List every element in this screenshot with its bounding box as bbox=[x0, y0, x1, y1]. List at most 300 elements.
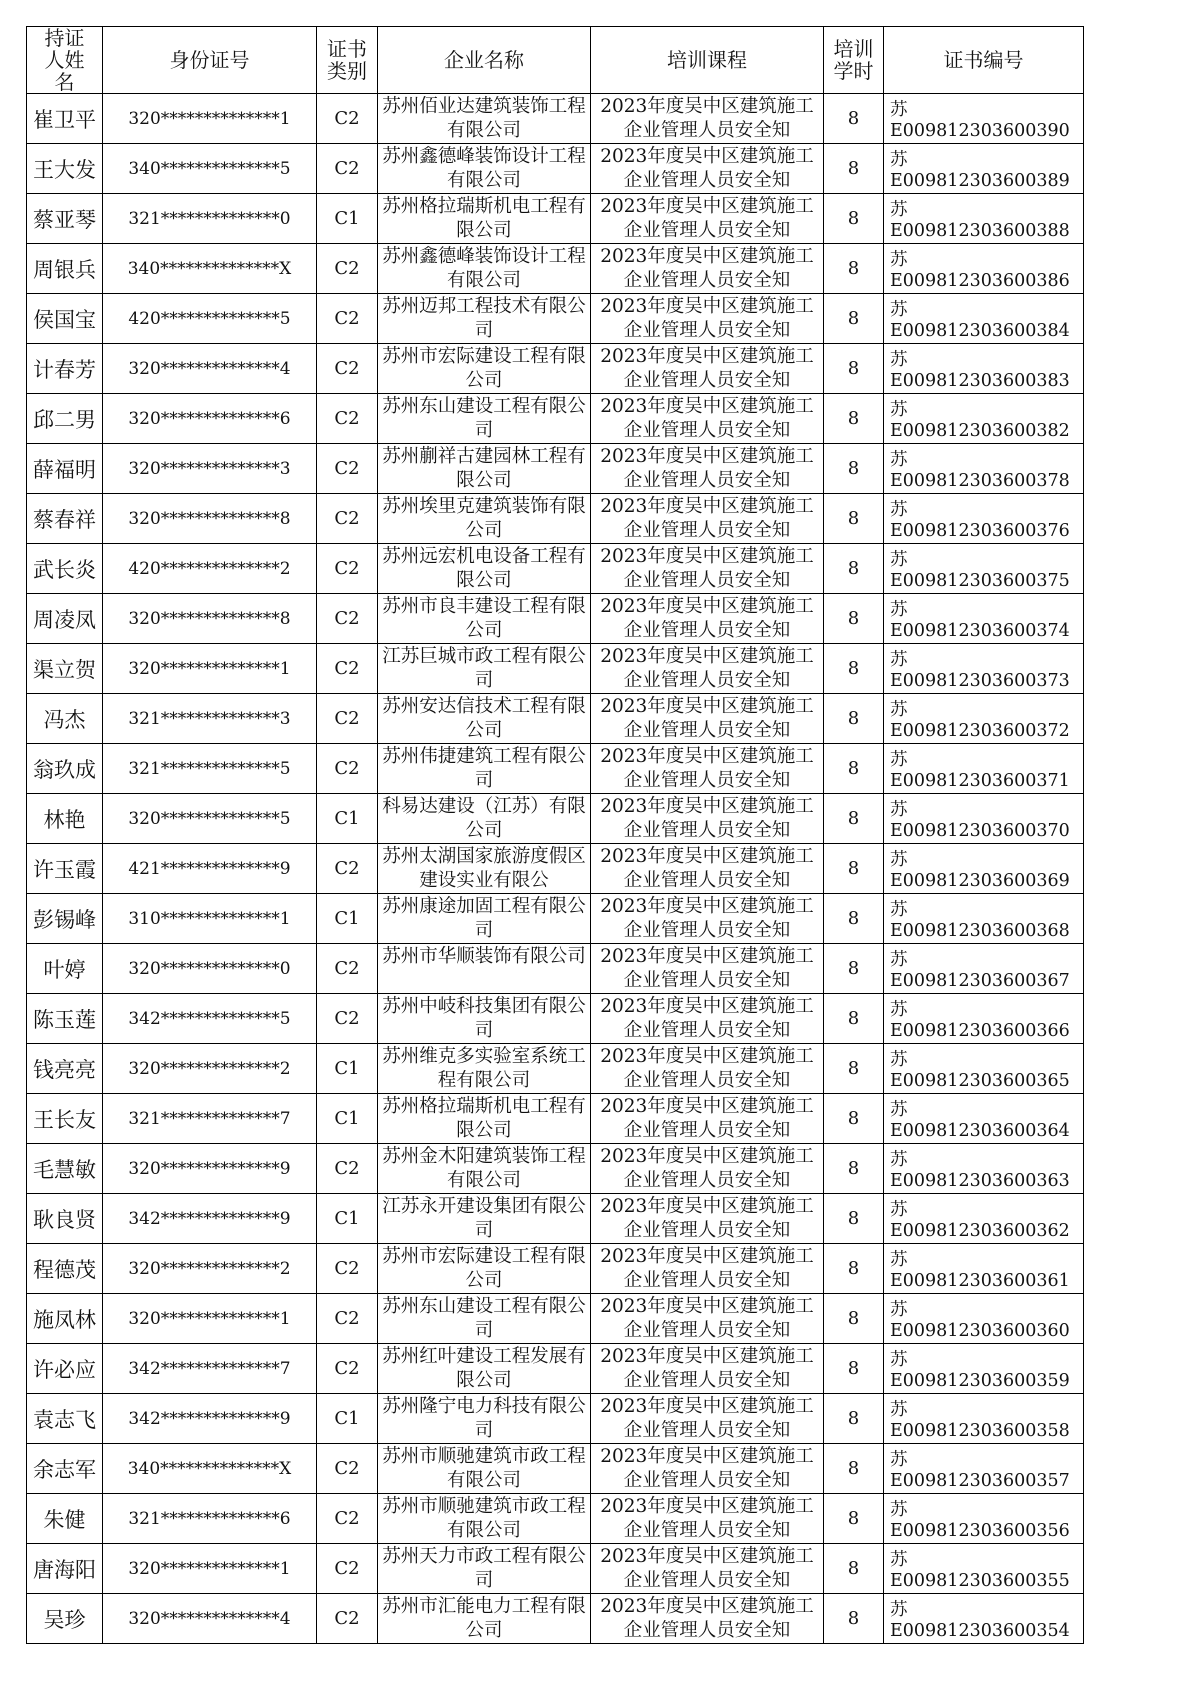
cert-category: C2 bbox=[317, 694, 378, 744]
id-number: 310**************1 bbox=[103, 894, 317, 944]
table-row bbox=[27, 294, 1084, 344]
holder-name: 蔡春祥 bbox=[27, 494, 103, 544]
company-name: 苏州中岐科技集团有限公司 bbox=[382, 996, 586, 1041]
table-row bbox=[27, 1444, 1084, 1494]
training-course: 2023年度吴中区建筑施工企业管理人员安全知 bbox=[600, 546, 814, 591]
training-hours: 8 bbox=[824, 144, 884, 194]
training-course-cell bbox=[591, 294, 824, 344]
header-id: 身份证号 bbox=[103, 27, 317, 94]
company-name: 苏州天力市政工程有限公司 bbox=[382, 1546, 586, 1591]
table-row bbox=[27, 544, 1084, 594]
company-name: 苏州市宏际建设工程有限公司 bbox=[382, 1246, 586, 1291]
cert-category: C2 bbox=[317, 1344, 378, 1394]
table-row bbox=[27, 1394, 1084, 1444]
training-course-cell bbox=[591, 194, 824, 244]
training-course-cell bbox=[591, 94, 824, 144]
training-hours: 8 bbox=[824, 494, 884, 544]
id-number: 342**************7 bbox=[103, 1344, 317, 1394]
training-course-cell bbox=[591, 1094, 824, 1144]
cert-category: C2 bbox=[317, 94, 378, 144]
table-row bbox=[27, 1294, 1084, 1344]
table-row bbox=[27, 994, 1084, 1044]
id-number: 340**************X bbox=[103, 1444, 317, 1494]
company-name: 苏州康途加固工程有限公司 bbox=[382, 896, 586, 941]
company-name-cell bbox=[378, 1394, 591, 1444]
training-course: 2023年度吴中区建筑施工企业管理人员安全知 bbox=[600, 96, 814, 141]
training-hours: 8 bbox=[824, 1094, 884, 1144]
cert-category: C1 bbox=[317, 1194, 378, 1244]
cert-number: 苏E009812303600369 bbox=[884, 844, 1084, 894]
cert-category: C1 bbox=[317, 1394, 378, 1444]
company-name: 苏州蒯祥古建园林工程有限公司 bbox=[382, 446, 586, 491]
cert-category: C2 bbox=[317, 644, 378, 694]
cert-number: 苏E009812303600359 bbox=[884, 1344, 1084, 1394]
table-row bbox=[27, 94, 1084, 144]
training-course: 2023年度吴中区建筑施工企业管理人员安全知 bbox=[600, 1096, 814, 1141]
training-course: 2023年度吴中区建筑施工企业管理人员安全知 bbox=[600, 196, 814, 241]
holder-name: 陈玉莲 bbox=[27, 994, 103, 1044]
header-cert-no: 证书编号 bbox=[884, 27, 1084, 94]
company-name: 苏州格拉瑞斯机电工程有限公司 bbox=[382, 196, 586, 241]
training-hours: 8 bbox=[824, 844, 884, 894]
cert-category: C2 bbox=[317, 1294, 378, 1344]
training-course-cell bbox=[591, 1344, 824, 1394]
training-hours: 8 bbox=[824, 1394, 884, 1444]
training-course-cell bbox=[591, 494, 824, 544]
company-name-cell bbox=[378, 394, 591, 444]
cert-number: 苏E009812303600372 bbox=[884, 694, 1084, 744]
cert-category: C2 bbox=[317, 494, 378, 544]
training-course-cell bbox=[591, 544, 824, 594]
table-row bbox=[27, 1544, 1084, 1594]
company-name: 苏州东山建设工程有限公司 bbox=[382, 1296, 586, 1341]
company-name: 苏州市宏际建设工程有限公司 bbox=[382, 346, 586, 391]
cert-category: C2 bbox=[317, 594, 378, 644]
cert-number: 苏E009812303600354 bbox=[884, 1594, 1084, 1644]
id-number: 320**************1 bbox=[103, 1544, 317, 1594]
company-name: 苏州太湖国家旅游度假区建设实业有限公 bbox=[382, 846, 586, 891]
company-name-cell bbox=[378, 244, 591, 294]
id-number: 320**************8 bbox=[103, 594, 317, 644]
cert-number: 苏E009812303600382 bbox=[884, 394, 1084, 444]
company-name-cell bbox=[378, 644, 591, 694]
certificate-table bbox=[26, 26, 1084, 1644]
holder-name: 薛福明 bbox=[27, 444, 103, 494]
training-course: 2023年度吴中区建筑施工企业管理人员安全知 bbox=[600, 496, 814, 541]
id-number: 320**************1 bbox=[103, 644, 317, 694]
training-hours: 8 bbox=[824, 594, 884, 644]
training-course-cell bbox=[591, 1544, 824, 1594]
training-hours: 8 bbox=[824, 1144, 884, 1194]
table-row bbox=[27, 744, 1084, 794]
holder-name: 计春芳 bbox=[27, 344, 103, 394]
company-name: 苏州市顺驰建筑市政工程有限公司 bbox=[382, 1496, 586, 1541]
cert-number: 苏E009812303600361 bbox=[884, 1244, 1084, 1294]
cert-category: C2 bbox=[317, 1244, 378, 1294]
training-hours: 8 bbox=[824, 544, 884, 594]
table-row bbox=[27, 494, 1084, 544]
cert-category: C2 bbox=[317, 444, 378, 494]
cert-category: C1 bbox=[317, 894, 378, 944]
training-hours: 8 bbox=[824, 444, 884, 494]
cert-category: C2 bbox=[317, 544, 378, 594]
cert-number: 苏E009812303600388 bbox=[884, 194, 1084, 244]
training-hours: 8 bbox=[824, 1294, 884, 1344]
holder-name: 林艳 bbox=[27, 794, 103, 844]
table-row bbox=[27, 1494, 1084, 1544]
training-course: 2023年度吴中区建筑施工企业管理人员安全知 bbox=[600, 296, 814, 341]
id-number: 320**************0 bbox=[103, 944, 317, 994]
training-course-cell bbox=[591, 1594, 824, 1644]
training-hours: 8 bbox=[824, 1344, 884, 1394]
cert-category: C2 bbox=[317, 294, 378, 344]
company-name: 苏州东山建设工程有限公司 bbox=[382, 396, 586, 441]
company-name-cell bbox=[378, 1094, 591, 1144]
company-name-cell bbox=[378, 294, 591, 344]
company-name-cell bbox=[378, 1294, 591, 1344]
table-row bbox=[27, 1044, 1084, 1094]
cert-number: 苏E009812303600355 bbox=[884, 1544, 1084, 1594]
training-hours: 8 bbox=[824, 1544, 884, 1594]
training-course: 2023年度吴中区建筑施工企业管理人员安全知 bbox=[600, 596, 814, 641]
holder-name: 翁玖成 bbox=[27, 744, 103, 794]
training-hours: 8 bbox=[824, 1444, 884, 1494]
company-name-cell bbox=[378, 1444, 591, 1494]
table-row bbox=[27, 894, 1084, 944]
training-course: 2023年度吴中区建筑施工企业管理人员安全知 bbox=[600, 1196, 814, 1241]
training-course-cell bbox=[591, 1044, 824, 1094]
company-name: 苏州市华顺装饰有限公司 bbox=[382, 946, 586, 967]
company-name-cell bbox=[378, 894, 591, 944]
cert-category: C1 bbox=[317, 794, 378, 844]
training-course-cell bbox=[591, 694, 824, 744]
company-name: 苏州远宏机电设备工程有限公司 bbox=[382, 546, 586, 591]
company-name: 苏州维克多实验室系统工程有限公司 bbox=[382, 1046, 586, 1091]
training-course: 2023年度吴中区建筑施工企业管理人员安全知 bbox=[600, 1046, 814, 1091]
cert-number: 苏E009812303600368 bbox=[884, 894, 1084, 944]
id-number: 340**************X bbox=[103, 244, 317, 294]
holder-name: 叶婷 bbox=[27, 944, 103, 994]
training-course: 2023年度吴中区建筑施工企业管理人员安全知 bbox=[600, 146, 814, 191]
cert-number: 苏E009812303600384 bbox=[884, 294, 1084, 344]
table-row bbox=[27, 1344, 1084, 1394]
header-hours: 培训学时 bbox=[824, 27, 884, 94]
company-name: 苏州金木阳建筑装饰工程有限公司 bbox=[382, 1146, 586, 1191]
table-row bbox=[27, 1144, 1084, 1194]
table-row bbox=[27, 1194, 1084, 1244]
training-course-cell bbox=[591, 244, 824, 294]
holder-name: 毛慧敏 bbox=[27, 1144, 103, 1194]
id-number: 320**************4 bbox=[103, 1594, 317, 1644]
training-course-cell bbox=[591, 1194, 824, 1244]
company-name: 苏州埃里克建筑装饰有限公司 bbox=[382, 496, 586, 541]
training-course-cell bbox=[591, 944, 824, 994]
training-course: 2023年度吴中区建筑施工企业管理人员安全知 bbox=[600, 1596, 814, 1641]
training-course: 2023年度吴中区建筑施工企业管理人员安全知 bbox=[600, 1346, 814, 1391]
company-name-cell bbox=[378, 1144, 591, 1194]
company-name: 苏州市顺驰建筑市政工程有限公司 bbox=[382, 1446, 586, 1491]
cert-category: C2 bbox=[317, 1144, 378, 1194]
holder-name: 崔卫平 bbox=[27, 94, 103, 144]
training-course: 2023年度吴中区建筑施工企业管理人员安全知 bbox=[600, 796, 814, 841]
company-name-cell bbox=[378, 444, 591, 494]
training-course: 2023年度吴中区建筑施工企业管理人员安全知 bbox=[600, 1396, 814, 1441]
training-course-cell bbox=[591, 1444, 824, 1494]
cert-category: C2 bbox=[317, 994, 378, 1044]
holder-name: 钱亮亮 bbox=[27, 1044, 103, 1094]
cert-number: 苏E009812303600363 bbox=[884, 1144, 1084, 1194]
training-course-cell bbox=[591, 344, 824, 394]
holder-name: 周凌凤 bbox=[27, 594, 103, 644]
company-name-cell bbox=[378, 944, 591, 994]
training-course: 2023年度吴中区建筑施工企业管理人员安全知 bbox=[600, 996, 814, 1041]
holder-name: 程德茂 bbox=[27, 1244, 103, 1294]
id-number: 320**************4 bbox=[103, 344, 317, 394]
holder-name: 周银兵 bbox=[27, 244, 103, 294]
holder-name: 朱健 bbox=[27, 1494, 103, 1544]
training-course-cell bbox=[591, 594, 824, 644]
id-number: 320**************1 bbox=[103, 94, 317, 144]
training-hours: 8 bbox=[824, 894, 884, 944]
cert-number: 苏E009812303600357 bbox=[884, 1444, 1084, 1494]
cert-category: C1 bbox=[317, 1044, 378, 1094]
cert-number: 苏E009812303600358 bbox=[884, 1394, 1084, 1444]
table-body bbox=[27, 94, 1084, 1644]
training-course-cell bbox=[591, 144, 824, 194]
company-name: 江苏永开建设集团有限公司 bbox=[382, 1196, 586, 1241]
id-number: 320**************6 bbox=[103, 394, 317, 444]
training-course: 2023年度吴中区建筑施工企业管理人员安全知 bbox=[600, 946, 814, 991]
cert-category: C2 bbox=[317, 1594, 378, 1644]
id-number: 340**************5 bbox=[103, 144, 317, 194]
company-name: 苏州迈邦工程技术有限公司 bbox=[382, 296, 586, 341]
holder-name: 许必应 bbox=[27, 1344, 103, 1394]
company-name-cell bbox=[378, 94, 591, 144]
table-row bbox=[27, 194, 1084, 244]
holder-name: 王大发 bbox=[27, 144, 103, 194]
holder-name: 王长友 bbox=[27, 1094, 103, 1144]
holder-name: 冯杰 bbox=[27, 694, 103, 744]
cert-number: 苏E009812303600362 bbox=[884, 1194, 1084, 1244]
training-course-cell bbox=[591, 994, 824, 1044]
cert-number: 苏E009812303600383 bbox=[884, 344, 1084, 394]
company-name-cell bbox=[378, 744, 591, 794]
cert-number: 苏E009812303600378 bbox=[884, 444, 1084, 494]
training-course-cell bbox=[591, 1144, 824, 1194]
company-name-cell bbox=[378, 1194, 591, 1244]
company-name-cell bbox=[378, 844, 591, 894]
id-number: 321**************7 bbox=[103, 1094, 317, 1144]
cert-number: 苏E009812303600386 bbox=[884, 244, 1084, 294]
training-course: 2023年度吴中区建筑施工企业管理人员安全知 bbox=[600, 1446, 814, 1491]
company-name: 苏州隆宁电力科技有限公司 bbox=[382, 1396, 586, 1441]
company-name-cell bbox=[378, 1244, 591, 1294]
id-number: 320**************2 bbox=[103, 1244, 317, 1294]
header-category: 证书类别 bbox=[317, 27, 378, 94]
training-hours: 8 bbox=[824, 744, 884, 794]
table-row bbox=[27, 694, 1084, 744]
training-hours: 8 bbox=[824, 1594, 884, 1644]
holder-name: 袁志飞 bbox=[27, 1394, 103, 1444]
training-course: 2023年度吴中区建筑施工企业管理人员安全知 bbox=[600, 646, 814, 691]
company-name-cell bbox=[378, 1544, 591, 1594]
training-hours: 8 bbox=[824, 394, 884, 444]
holder-name: 唐海阳 bbox=[27, 1544, 103, 1594]
table-row bbox=[27, 794, 1084, 844]
training-hours: 8 bbox=[824, 944, 884, 994]
holder-name: 吴珍 bbox=[27, 1594, 103, 1644]
company-name-cell bbox=[378, 344, 591, 394]
table-row bbox=[27, 1244, 1084, 1294]
cert-number: 苏E009812303600366 bbox=[884, 994, 1084, 1044]
id-number: 320**************3 bbox=[103, 444, 317, 494]
id-number: 321**************0 bbox=[103, 194, 317, 244]
id-number: 320**************8 bbox=[103, 494, 317, 544]
training-hours: 8 bbox=[824, 794, 884, 844]
holder-name: 许玉霞 bbox=[27, 844, 103, 894]
training-hours: 8 bbox=[824, 994, 884, 1044]
id-number: 420**************5 bbox=[103, 294, 317, 344]
training-course: 2023年度吴中区建筑施工企业管理人员安全知 bbox=[600, 1246, 814, 1291]
cert-number: 苏E009812303600389 bbox=[884, 144, 1084, 194]
training-course: 2023年度吴中区建筑施工企业管理人员安全知 bbox=[600, 396, 814, 441]
company-name: 苏州安达信技术工程有限公司 bbox=[382, 696, 586, 741]
training-hours: 8 bbox=[824, 244, 884, 294]
training-hours: 8 bbox=[824, 1194, 884, 1244]
table-row bbox=[27, 644, 1084, 694]
company-name: 苏州鑫德峰装饰设计工程有限公司 bbox=[382, 146, 586, 191]
training-course: 2023年度吴中区建筑施工企业管理人员安全知 bbox=[600, 696, 814, 741]
cert-category: C2 bbox=[317, 744, 378, 794]
training-course: 2023年度吴中区建筑施工企业管理人员安全知 bbox=[600, 1546, 814, 1591]
company-name-cell bbox=[378, 694, 591, 744]
table-row bbox=[27, 594, 1084, 644]
cert-category: C2 bbox=[317, 944, 378, 994]
training-hours: 8 bbox=[824, 694, 884, 744]
training-course: 2023年度吴中区建筑施工企业管理人员安全知 bbox=[600, 746, 814, 791]
cert-category: C2 bbox=[317, 1444, 378, 1494]
company-name: 苏州伟捷建筑工程有限公司 bbox=[382, 746, 586, 791]
id-number: 320**************5 bbox=[103, 794, 317, 844]
holder-name: 蔡亚琴 bbox=[27, 194, 103, 244]
training-hours: 8 bbox=[824, 1044, 884, 1094]
cert-number: 苏E009812303600364 bbox=[884, 1094, 1084, 1144]
holder-name: 施凤林 bbox=[27, 1294, 103, 1344]
training-course-cell bbox=[591, 844, 824, 894]
training-hours: 8 bbox=[824, 94, 884, 144]
table-row bbox=[27, 1094, 1084, 1144]
holder-name: 渠立贺 bbox=[27, 644, 103, 694]
training-course-cell bbox=[591, 1244, 824, 1294]
training-course-cell bbox=[591, 744, 824, 794]
table-row bbox=[27, 244, 1084, 294]
training-hours: 8 bbox=[824, 344, 884, 394]
training-course-cell bbox=[591, 444, 824, 494]
id-number: 421**************9 bbox=[103, 844, 317, 894]
company-name-cell bbox=[378, 194, 591, 244]
company-name-cell bbox=[378, 144, 591, 194]
id-number: 420**************2 bbox=[103, 544, 317, 594]
company-name: 苏州鑫德峰装饰设计工程有限公司 bbox=[382, 246, 586, 291]
training-course: 2023年度吴中区建筑施工企业管理人员安全知 bbox=[600, 346, 814, 391]
holder-name: 武长炎 bbox=[27, 544, 103, 594]
company-name: 江苏巨城市政工程有限公司 bbox=[382, 646, 586, 691]
table-row bbox=[27, 944, 1084, 994]
cert-number: 苏E009812303600373 bbox=[884, 644, 1084, 694]
training-course: 2023年度吴中区建筑施工企业管理人员安全知 bbox=[600, 446, 814, 491]
header-company: 企业名称 bbox=[378, 27, 591, 94]
company-name: 苏州市良丰建设工程有限公司 bbox=[382, 596, 586, 641]
cert-number: 苏E009812303600367 bbox=[884, 944, 1084, 994]
company-name: 苏州佰业达建筑装饰工程有限公司 bbox=[382, 96, 586, 141]
cert-category: C2 bbox=[317, 344, 378, 394]
training-hours: 8 bbox=[824, 194, 884, 244]
cert-category: C2 bbox=[317, 1494, 378, 1544]
training-course-cell bbox=[591, 1394, 824, 1444]
company-name-cell bbox=[378, 1494, 591, 1544]
id-number: 342**************5 bbox=[103, 994, 317, 1044]
table-row bbox=[27, 1594, 1084, 1644]
training-course: 2023年度吴中区建筑施工企业管理人员安全知 bbox=[600, 1496, 814, 1541]
training-course-cell bbox=[591, 644, 824, 694]
company-name-cell bbox=[378, 994, 591, 1044]
training-course-cell bbox=[591, 794, 824, 844]
id-number: 342**************9 bbox=[103, 1194, 317, 1244]
id-number: 320**************1 bbox=[103, 1294, 317, 1344]
cert-number: 苏E009812303600356 bbox=[884, 1494, 1084, 1544]
training-course-cell bbox=[591, 894, 824, 944]
id-number: 321**************5 bbox=[103, 744, 317, 794]
training-course: 2023年度吴中区建筑施工企业管理人员安全知 bbox=[600, 1146, 814, 1191]
training-hours: 8 bbox=[824, 294, 884, 344]
cert-number: 苏E009812303600374 bbox=[884, 594, 1084, 644]
cert-category: C2 bbox=[317, 844, 378, 894]
training-course: 2023年度吴中区建筑施工企业管理人员安全知 bbox=[600, 846, 814, 891]
training-course-cell bbox=[591, 1494, 824, 1544]
cert-number: 苏E009812303600390 bbox=[884, 94, 1084, 144]
cert-number: 苏E009812303600375 bbox=[884, 544, 1084, 594]
header-holder: 持证人姓名 bbox=[27, 27, 103, 94]
cert-number: 苏E009812303600360 bbox=[884, 1294, 1084, 1344]
training-course: 2023年度吴中区建筑施工企业管理人员安全知 bbox=[600, 1296, 814, 1341]
table-row bbox=[27, 844, 1084, 894]
table-row bbox=[27, 394, 1084, 444]
holder-name: 耿良贤 bbox=[27, 1194, 103, 1244]
company-name-cell bbox=[378, 1594, 591, 1644]
table-row bbox=[27, 144, 1084, 194]
id-number: 320**************2 bbox=[103, 1044, 317, 1094]
cert-number: 苏E009812303600371 bbox=[884, 744, 1084, 794]
id-number: 342**************9 bbox=[103, 1394, 317, 1444]
training-course: 2023年度吴中区建筑施工企业管理人员安全知 bbox=[600, 246, 814, 291]
table-row bbox=[27, 344, 1084, 394]
cert-category: C2 bbox=[317, 394, 378, 444]
company-name-cell bbox=[378, 1344, 591, 1394]
training-hours: 8 bbox=[824, 1494, 884, 1544]
id-number: 321**************6 bbox=[103, 1494, 317, 1544]
id-number: 321**************3 bbox=[103, 694, 317, 744]
training-course: 2023年度吴中区建筑施工企业管理人员安全知 bbox=[600, 896, 814, 941]
company-name: 科易达建设（江苏）有限公司 bbox=[382, 796, 586, 841]
cert-category: C2 bbox=[317, 244, 378, 294]
training-course-cell bbox=[591, 1294, 824, 1344]
company-name: 苏州市汇能电力工程有限公司 bbox=[382, 1596, 586, 1641]
holder-name: 邱二男 bbox=[27, 394, 103, 444]
cert-category: C2 bbox=[317, 144, 378, 194]
cert-category: C1 bbox=[317, 194, 378, 244]
training-hours: 8 bbox=[824, 1244, 884, 1294]
company-name-cell bbox=[378, 1044, 591, 1094]
